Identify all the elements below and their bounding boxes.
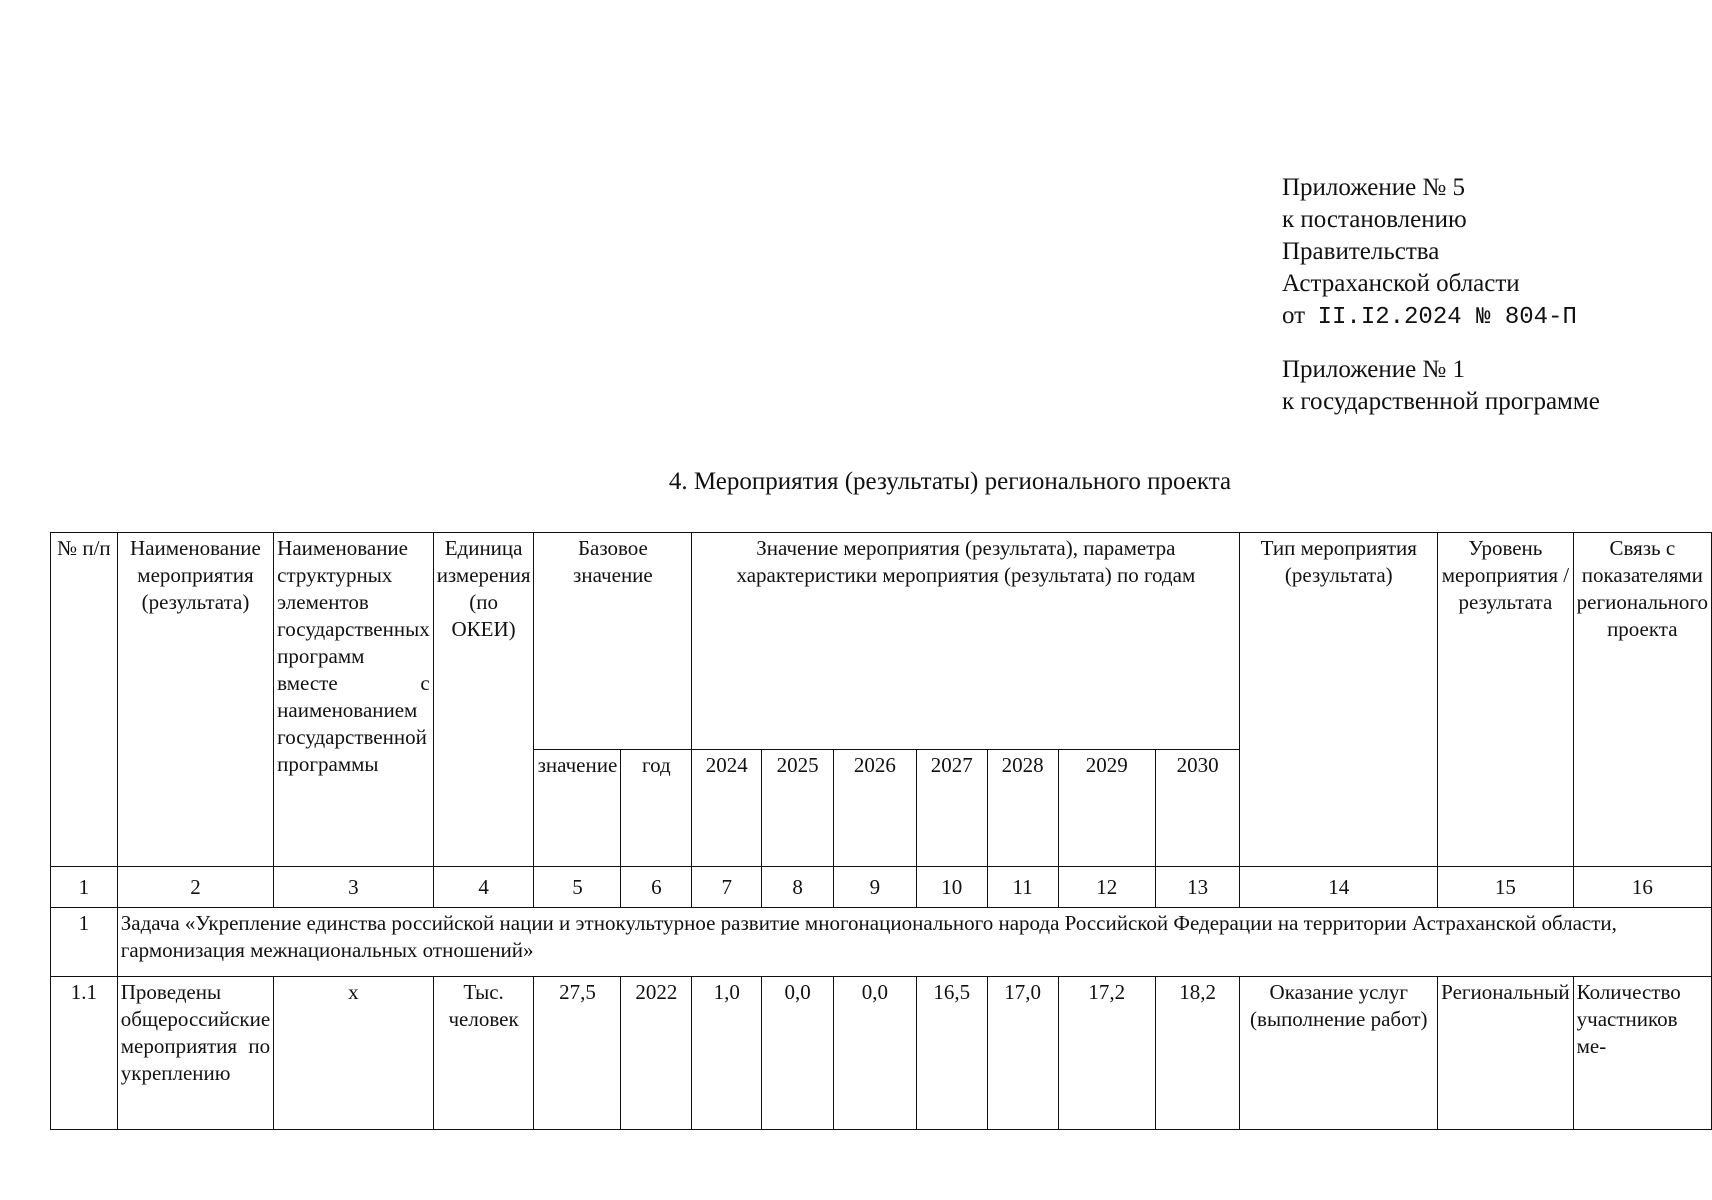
annex5-line: Приложение № 5 [1282, 174, 1466, 201]
header-level: Уровень мероприятия / результата [1438, 533, 1573, 867]
section-title: 4. Мероприятия (результаты) регионального проекта [668, 468, 1232, 495]
header-year: 2029 [1058, 749, 1155, 866]
decree-date: II.I2.2024 № 804-П [1317, 304, 1577, 331]
row-number: 1.1 [51, 977, 118, 1130]
row-base-value: 27,5 [534, 977, 621, 1130]
measures-table [50, 532, 1712, 1130]
header-year: 2028 [987, 749, 1058, 866]
date-prefix: от [1282, 302, 1306, 329]
row-type: Оказание услуг (выполнение работ) [1240, 977, 1438, 1130]
annex5-line: Астраханской области [1282, 270, 1520, 297]
header-base: Базовое значение [534, 533, 692, 750]
header-values: Значение мероприятия (результата), параметра характеристики мероприятия (результата) по годам [692, 533, 1240, 750]
column-number-row [51, 867, 1712, 908]
column-number: 16 [1573, 867, 1711, 908]
task-number: 1 [51, 908, 118, 977]
header-unit: Единица измерения (по ОКЕИ) [433, 533, 534, 867]
header-type: Тип мероприятия (результата) [1240, 533, 1438, 867]
header-num: № п/п [51, 533, 118, 867]
table-row [51, 977, 1712, 1130]
row-value: 18,2 [1155, 977, 1240, 1130]
column-number: 6 [621, 867, 692, 908]
row-structure: х [274, 977, 434, 1130]
header-year: 2026 [834, 749, 917, 866]
row-value: 16,5 [916, 977, 987, 1130]
column-number: 12 [1058, 867, 1155, 908]
task-text: Задача «Укрепление единства российской нации и этнокультурное развитие многонационального народа Российской Федерации на территории Астраханской области, гармонизация межнациональных отношений» [117, 908, 1711, 977]
row-value: 17,0 [987, 977, 1058, 1130]
row-value: 0,0 [762, 977, 834, 1130]
column-number: 4 [433, 867, 534, 908]
row-unit: Тыс. человек [433, 977, 534, 1130]
row-link: Количество участников ме- [1573, 977, 1711, 1130]
row-base-year: 2022 [621, 977, 692, 1130]
annex1-line: Приложение № 1 [1282, 356, 1466, 383]
header-measure-name: Наименование мероприятия (результата) [117, 533, 273, 867]
annex5-line: Правительства [1282, 238, 1440, 265]
column-number: 10 [916, 867, 987, 908]
header-base-year: год [621, 749, 692, 866]
column-number: 3 [274, 867, 434, 908]
header-structure: Наименование структурных элементов государственных программ вместе с наименованием государственной программы [274, 533, 434, 867]
column-number: 13 [1155, 867, 1240, 908]
column-number: 14 [1240, 867, 1438, 908]
header-link: Связь с показателями регионального проекта [1573, 533, 1711, 867]
column-number: 7 [692, 867, 762, 908]
column-number: 1 [51, 867, 118, 908]
column-number: 2 [117, 867, 273, 908]
annex1-line: к государственной программе [1282, 388, 1600, 415]
decree-date-line [1282, 300, 1600, 334]
column-number: 8 [762, 867, 834, 908]
column-number: 9 [834, 867, 917, 908]
header-base-value: значение [534, 749, 621, 866]
header-year: 2025 [762, 749, 834, 866]
column-number: 5 [534, 867, 621, 908]
row-measure-name: Проведены общероссийские мероприятия по укреплению [117, 977, 273, 1130]
row-value: 0,0 [834, 977, 917, 1130]
annex5-line: к постановлению [1282, 206, 1467, 233]
header-year: 2030 [1155, 749, 1240, 866]
task-row [51, 908, 1712, 977]
row-value: 17,2 [1058, 977, 1155, 1130]
header-year: 2027 [916, 749, 987, 866]
header-row [51, 533, 1712, 750]
header-year: 2024 [692, 749, 762, 866]
column-number: 11 [987, 867, 1058, 908]
annex-stamp [1282, 172, 1600, 418]
column-number: 15 [1438, 867, 1573, 908]
row-level: Региональный [1438, 977, 1573, 1130]
row-value: 1,0 [692, 977, 762, 1130]
